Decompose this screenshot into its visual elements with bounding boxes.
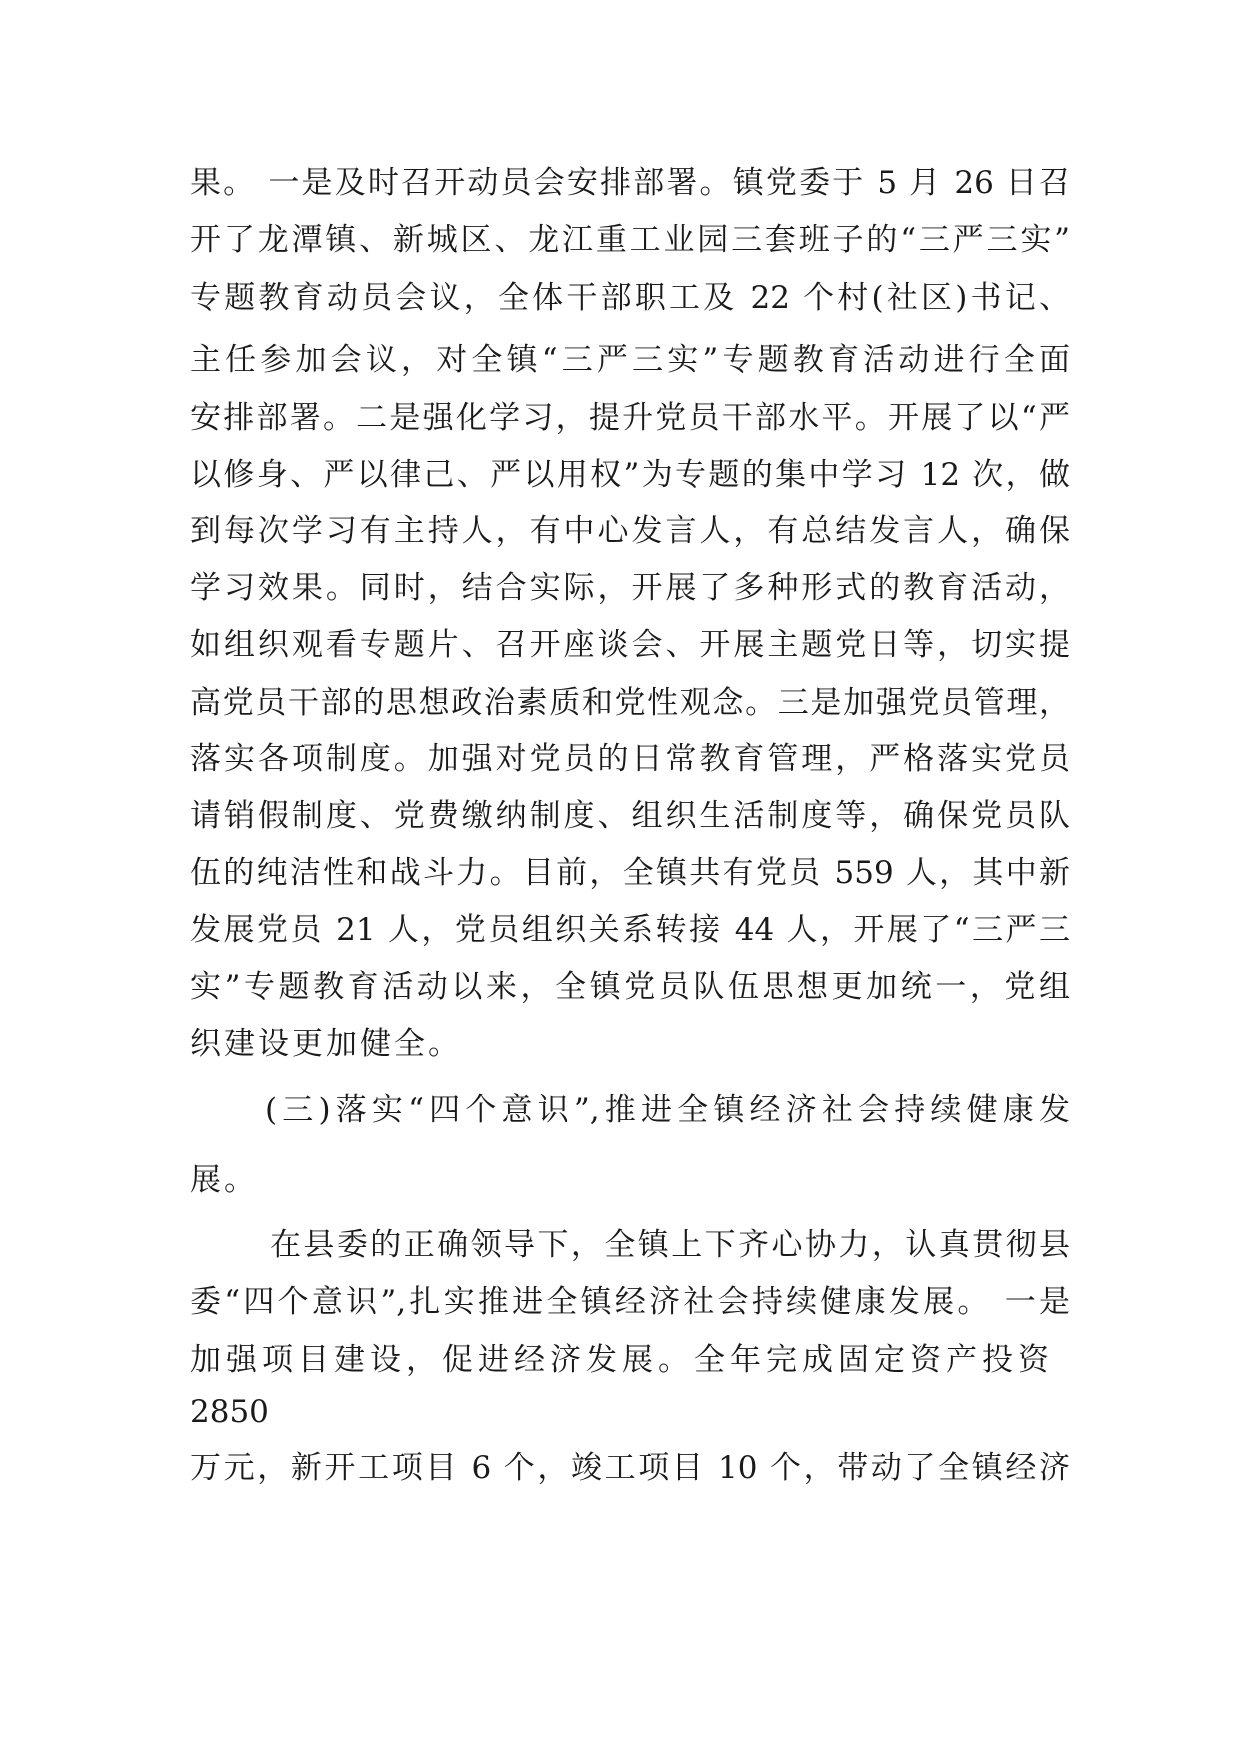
body-text-line: 加强项目建设，促进经济发展。全年完成固定资产投资 <box>190 1342 1054 1378</box>
body-text-line: 高党员干部的思想政治素质和党性观念。三是加强党员管理， <box>190 685 1070 721</box>
body-text-line: 以修身、严以律己、严以用权”为专题的集中学习 12 次，做 <box>190 457 1070 493</box>
body-text-line: 在县委的正确领导下，全镇上下齐心协力，认真贯彻县 <box>270 1227 1070 1263</box>
body-text-line: 专题教育动员会议，全体干部职工及 22 个村(社区)书记、 <box>190 280 1070 316</box>
body-text-line: 实”专题教育活动以来，全镇党员队伍思想更加统一，党组 <box>190 969 1070 1005</box>
body-text-line: 万元，新开工项目 6 个，竣工项目 10 个，带动了全镇经济 <box>190 1450 1070 1486</box>
body-text-number: 2850 <box>190 1394 269 1430</box>
body-text-line: 到每次学习有主持人，有中心发言人，有总结发言人，确保 <box>190 513 1070 549</box>
body-text-line: 果。 一是及时召开动员会安排部署。镇党委于 5 月 26 日召 <box>190 165 1070 201</box>
body-text-line: 主任参加会议，对全镇“三严三实”专题教育活动进行全面 <box>190 342 1070 378</box>
body-text-line: 开了龙潭镇、新城区、龙江重工业园三套班子的“三严三实” <box>190 222 1070 258</box>
body-text-line: 学习效果。同时，结合实际，开展了多种形式的教育活动， <box>190 570 1070 606</box>
body-text-line: 织建设更加健全。 <box>190 1026 462 1062</box>
body-text-line: 委“四个意识”,扎实推进全镇经济社会持续健康发展。 一是 <box>190 1284 1070 1320</box>
section-heading: (三)落实“四个意识”,推进全镇经济社会持续健康发 <box>265 1092 1070 1128</box>
section-heading-continuation: 展。 <box>190 1162 258 1198</box>
body-text-line: 如组织观看专题片、召开座谈会、开展主题党日等，切实提 <box>190 627 1070 663</box>
body-text-line: 落实各项制度。加强对党员的日常教育管理，严格落实党员 <box>190 741 1070 777</box>
body-text-line: 发展党员 21 人，党员组织关系转接 44 人，开展了“三严三 <box>190 912 1070 948</box>
body-text-line: 伍的纯洁性和战斗力。目前，全镇共有党员 559 人，其中新 <box>190 855 1070 891</box>
body-text-line: 安排部署。二是强化学习，提升党员干部水平。开展了以“严 <box>190 400 1070 436</box>
body-text-line: 请销假制度、党费缴纳制度、组织生活制度等，确保党员队 <box>190 798 1070 834</box>
